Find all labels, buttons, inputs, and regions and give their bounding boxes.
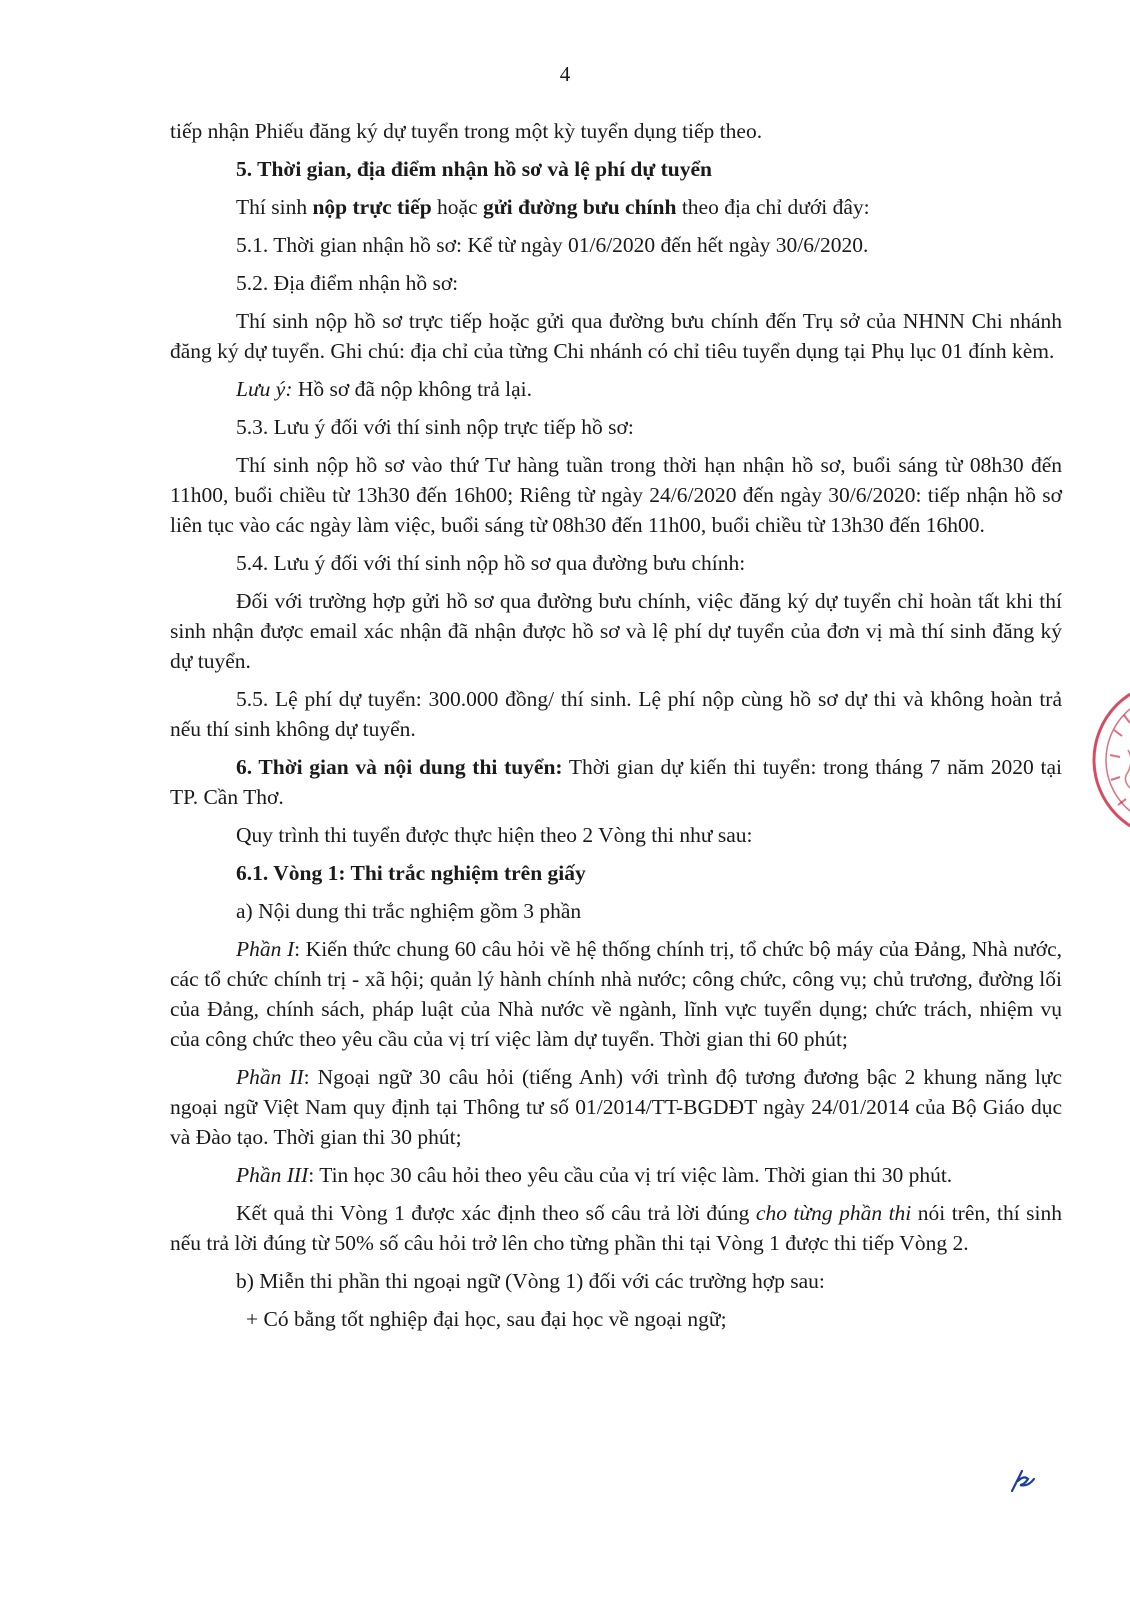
- paragraph: [170, 1198, 1062, 1258]
- text-run: Kết quả thi Vòng 1 được xác định theo số câu trả lời đúng: [236, 1201, 756, 1225]
- text-run: Thời gian dự kiến thi tuyển: trong tháng 7 năm 2020 tại TP. Cần Thơ.: [170, 755, 1062, 809]
- paragraph: [170, 1160, 1062, 1190]
- paragraph: Thí sinh nộp hồ sơ trực tiếp hoặc gửi qua đường bưu chính đến Trụ sở của NHNN Chi nhánh đăng ký dự tuyển. Ghi chú: địa chỉ của từng Chi nhánh có chỉ tiêu tuyển dụng tại Phụ lục 01 đính kèm.: [170, 309, 1062, 363]
- italic-text: cho từng phần thi: [755, 1201, 912, 1225]
- paragraph: 5.4. Lưu ý đối với thí sinh nộp hồ sơ qua đường bưu chính:: [236, 551, 746, 575]
- text-run: : Ngoại ngữ 30 câu hỏi (tiếng Anh) với trình độ tương đương bậc 2 khung năng lực ngoại ngữ Việt Nam quy định tại Thông tư số 01/2014/TT-BGDĐT ngày 24/01/2014 của Bộ Giáo dục và Đào tạo. Thời gian thi 30 phút;: [170, 1065, 1062, 1149]
- text-run: theo địa chỉ dưới đây:: [676, 195, 870, 219]
- paragraph: tiếp nhận Phiếu đăng ký dự tuyển trong một kỳ tuyển dụng tiếp theo.: [170, 119, 763, 143]
- paragraph: [170, 752, 1062, 812]
- page-number: 4: [559, 62, 571, 86]
- paragraph: [170, 192, 1062, 222]
- paragraph: [170, 1062, 1062, 1152]
- paragraph: 5.5. Lệ phí dự tuyển: 300.000 đồng/ thí sinh. Lệ phí nộp cùng hồ sơ dự thi và không hoàn trả nếu thí sinh không dự tuyển.: [170, 687, 1062, 741]
- paragraph: Đối với trường hợp gửi hồ sơ qua đường bưu chính, việc đăng ký dự tuyển chỉ hoàn tất khi thí sinh nhận được email xác nhận đã nhận được hồ sơ và lệ phí dự tuyển của đơn vị mà thí sinh đăng ký dự tuyển.: [170, 589, 1062, 673]
- italic-text: Phần I: [236, 937, 295, 961]
- paragraph: [170, 934, 1062, 1054]
- paragraph: b) Miễn thi phần thi ngoại ngữ (Vòng 1) đối với các trường hợp sau:: [236, 1269, 825, 1293]
- paragraph: [170, 374, 1062, 404]
- italic-text: Lưu ý:: [236, 377, 293, 401]
- paragraph: 5.1. Thời gian nhận hồ sơ: Kể từ ngày 01/6/2020 đến hết ngày 30/6/2020.: [236, 233, 869, 257]
- text-run: : Kiến thức chung 60 câu hỏi về hệ thống chính trị, tổ chức bộ máy của Đảng, Nhà nước, các tổ chức chính trị - xã hội; quản lý hành chính nhà nước; công chức, công vụ; chủ trương, đường lối của Đảng, chính sách, pháp luật của Nhà nước về ngành, lĩnh vực tuyển dụng; chức trách, nhiệm vụ của công chức theo yêu cầu của vị trí việc làm dự tuyển. Thời gian thi 60 phút;: [170, 937, 1062, 1051]
- paragraph: a) Nội dung thi trắc nghiệm gồm 3 phần: [236, 899, 582, 923]
- text-run: : Tin học 30 câu hỏi theo yêu cầu của vị trí việc làm. Thời gian thi 30 phút.: [308, 1163, 953, 1187]
- bullet-item: + Có bằng tốt nghiệp đại học, sau đại học về ngoại ngữ;: [246, 1307, 727, 1331]
- bold-text: nộp trực tiếp: [312, 195, 432, 219]
- paragraph: 5.3. Lưu ý đối với thí sinh nộp trực tiếp hồ sơ:: [236, 415, 634, 439]
- red-seal-stamp-icon: [1084, 660, 1130, 860]
- bold-text: 6. Thời gian và nội dung thi tuyển:: [236, 755, 563, 779]
- text-run: hoặc: [431, 195, 483, 219]
- italic-text: Phần III: [236, 1163, 309, 1187]
- handwritten-initials-icon: [1008, 1465, 1048, 1495]
- paragraph: Quy trình thi tuyển được thực hiện theo 2 Vòng thi như sau:: [236, 823, 753, 847]
- document-body: [170, 116, 1062, 1342]
- bold-text: gửi đường bưu chính: [483, 195, 677, 219]
- text-run: Thí sinh: [236, 195, 313, 219]
- italic-text: Phần II: [236, 1065, 304, 1089]
- text-run: Hồ sơ đã nộp không trả lại.: [292, 377, 532, 401]
- section-heading: 5. Thời gian, địa điểm nhận hồ sơ và lệ phí dự tuyển: [236, 157, 713, 181]
- paragraph: 5.2. Địa điểm nhận hồ sơ:: [236, 271, 459, 295]
- paragraph: Thí sinh nộp hồ sơ vào thứ Tư hàng tuần trong thời hạn nhận hồ sơ, buổi sáng từ 08h30 đến 11h00, buổi chiều từ 13h30 đến 16h00; Riêng từ ngày 24/6/2020 đến ngày 30/6/2020: tiếp nhận hồ sơ liên tục vào các ngày làm việc, buổi sáng từ 08h30 đến 11h00, buổi chiều từ 13h30 đến 16h00.: [170, 453, 1062, 537]
- section-heading: 6.1. Vòng 1: Thi trắc nghiệm trên giấy: [236, 861, 586, 885]
- text-run: nói trên, thí sinh nếu trả lời đúng từ 50% số câu hỏi trở lên cho từng phần thi tại Vòng 1 được thi tiếp Vòng 2.: [170, 1201, 1062, 1255]
